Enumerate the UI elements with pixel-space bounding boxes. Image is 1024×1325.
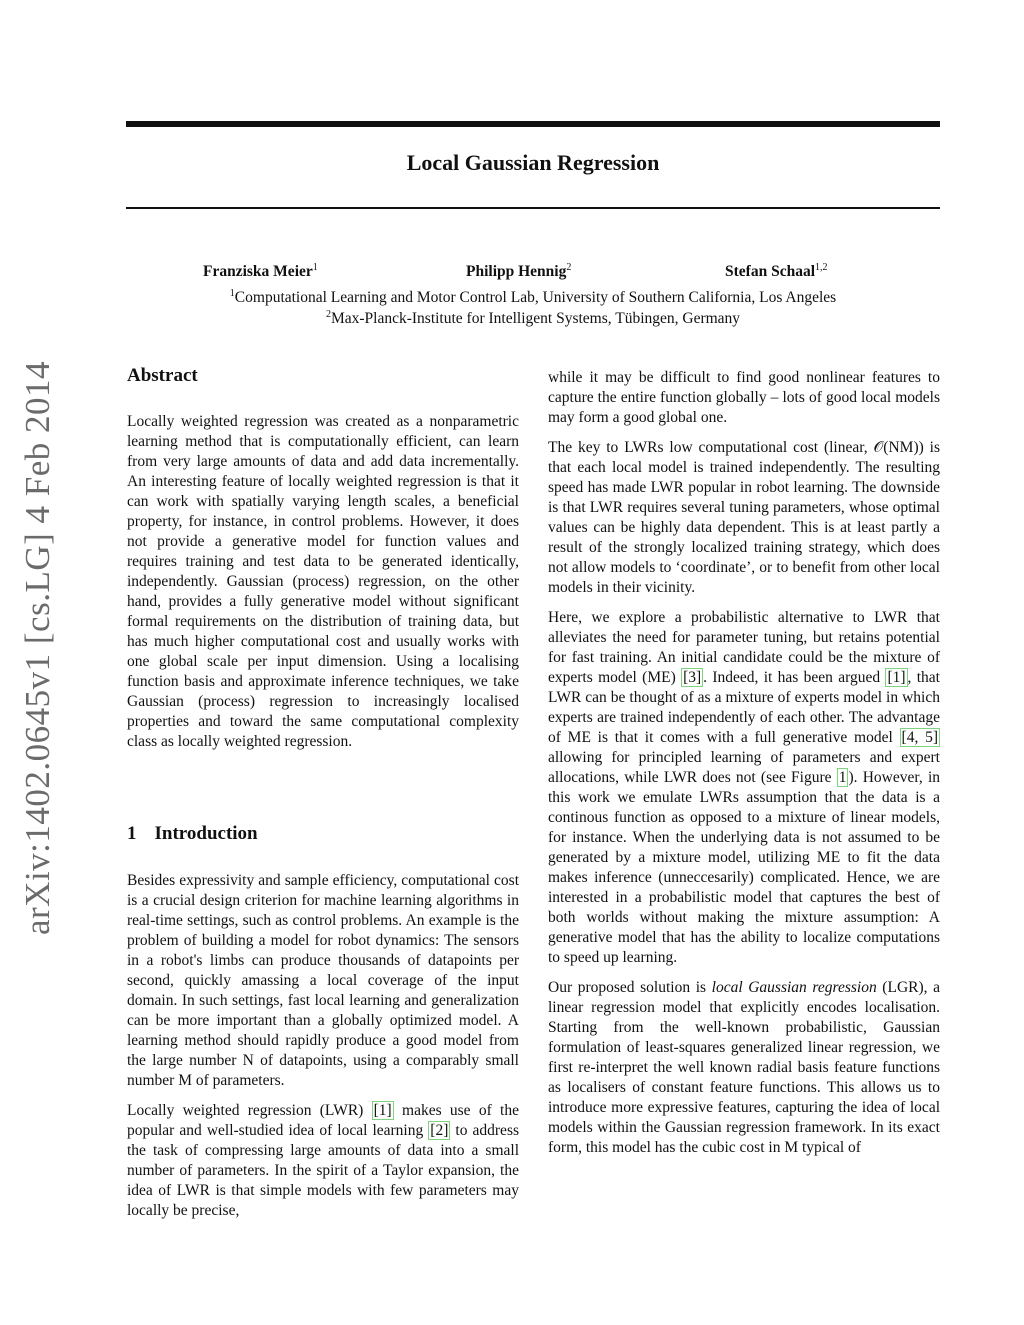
text-run: to address the task of compressing large amounts of data into a small number of parameters. In the spirit of a Taylor expansion, the idea of LWR is that simple models with few parameters may locally be precise,: [127, 1122, 520, 1219]
author-name: Franziska Meier: [203, 263, 313, 280]
title-rule-top: [126, 121, 940, 127]
text-run: Locally weighted regression (LWR): [127, 1102, 372, 1119]
section-title: Introduction: [154, 823, 258, 844]
section-heading-introduction: [127, 823, 258, 845]
text-run: allowing for principled learning of parameters and expert allocations, while LWR does not (see Figure: [548, 749, 940, 786]
affiliation-text: Max-Planck-Institute for Intelligent Systems, Tübingen, Germany: [330, 310, 741, 327]
author-mark: 1: [312, 262, 318, 273]
text-run: (LGR), a linear regression model that explicitly encodes localisation. Starting from the well-known probabilistic, Gaussian formulation of least-squares generalized linear regression, we first re-interpret the well known radial basis feature functions as localisers of constant feature functions. This allows us to introduce more expressive features, capturing the idea of local models within the Gaussian regression framework. In its exact form, this model has the cubic cost in M typical of: [548, 979, 940, 1156]
paper-title: Local Gaussian Regression: [406, 150, 660, 175]
author-name: Stefan Schaal: [725, 263, 815, 280]
arxiv-identifier: arXiv:1402.0645v1 [cs.LG] 4 Feb 2014: [18, 360, 57, 936]
citation-link[interactable]: [2]: [430, 1122, 449, 1139]
title-rule-bottom: [126, 207, 940, 209]
figure-link[interactable]: 1: [838, 769, 847, 786]
text-run: ). However, in this work we emulate LWRs assumption that the data is a continous function as opposed to a mixture of linear models, for instance. When the underlying data is not assumed to be generated by a mixture model, utilizing ME to fit the data makes inference (unneccesarily) complicated. Hence, we are interested in a probabilistic model that captures the best of both worlds without making the mixture assumption: A generative model that has the ability to localize computations to speed up learning.: [548, 769, 941, 966]
citation-link[interactable]: [3]: [683, 669, 702, 686]
introduction-body-left: [127, 871, 519, 1221]
affiliation-1: [126, 288, 940, 307]
abstract-body: [127, 412, 519, 752]
text-run: , that LWR can be thought of as a mixture of experts model in which experts are trained independently of each other. The advantage of ME is that it comes with a full generative model: [548, 669, 940, 746]
citation-link[interactable]: [4, 5]: [901, 729, 939, 746]
intro-paragraph-4: The key to LWRs low computational cost (linear, 𝒪(NM)) is that each local model is trained independently. The resulting speed has made LWR popular in robot learning. The downside is that LWR requires several tuning parameters, whose optimal values can be highly data dependent. This is at least partly a result of the strongly localized training strategy, which does not allow models to ‘coordinate’, or to benefit from other local models in their vicinity.: [548, 439, 940, 596]
author-1: [203, 262, 318, 281]
intro-paragraph-3: while it may be difficult to find good nonlinear features to capture the entire function globally – lots of good local models may form a good global one.: [548, 369, 940, 426]
section-number: 1: [127, 823, 137, 844]
text-run: makes use of the popular and well-studied idea of local learning: [127, 1102, 519, 1139]
intro-paragraph-1: Besides expressivity and sample efficiency, computational cost is a crucial design criterion for machine learning algorithms in real-time settings, such as control problems. An example is the problem of building a model for robot dynamics: The sensors in a robot's limbs can produce thousands of datapoints per second, quickly amassing a local coverage of the input domain. In such settings, fast local learning and generalization can be more important than a globally optimized model. A learning method should rapidly produce a good model from the large number N of datapoints, using a comparably small number M of parameters.: [127, 872, 519, 1089]
affiliation-2: [126, 309, 940, 328]
citation-link[interactable]: [1]: [373, 1102, 392, 1119]
emphasis: local Gaussian regression: [711, 979, 877, 996]
text-run: Here, we explore a probabilistic alternative to LWR that alleviates the need for parameter tuning, but retains potential for fast training. An initial candidate could be the mixture of experts model (ME): [548, 609, 940, 686]
text-run: Our proposed solution is: [548, 979, 712, 996]
author-mark: 1,2: [815, 262, 828, 273]
introduction-body-right: [548, 368, 940, 1158]
author-mark: 2: [566, 262, 572, 273]
author-3: [725, 262, 828, 281]
affiliation-mark: 1: [229, 288, 235, 299]
affiliation-mark: 2: [325, 309, 331, 320]
abstract-paragraph: Locally weighted regression was created as a nonparametric learning method that is computationally efficient, can learn from very large amounts of data and add data incrementally. An interesting feature of locally weighted regression is that it can work with spatially varying length scales, a beneficial property, for instance, in control problems. However, it does not provide a generative model for function values and requires training and test data to be generated identically, independently. Gaussian (process) regression, on the other hand, provides a fully generative model without significant formal requirements on the distribution of training data, but has much higher computational cost and usually works with one global scale per input dimension. Using a localising function basis and approximate inference techniques, we take Gaussian (process) regression to increasingly localised properties and toward the same computational complexity class as locally weighted regression.: [127, 413, 519, 750]
text-run: . Indeed, it has been argued: [703, 669, 886, 686]
author-name: Philipp Hennig: [466, 263, 567, 280]
citation-link[interactable]: [1]: [887, 669, 906, 686]
abstract-heading: Abstract: [127, 365, 198, 386]
intro-paragraph-2: [127, 1101, 519, 1221]
intro-paragraph-5: [548, 608, 940, 968]
intro-paragraph-6: [548, 978, 940, 1158]
affiliation-text: Computational Learning and Motor Control Lab, University of Southern California, Los Angeles: [234, 289, 837, 306]
author-2: [466, 262, 571, 281]
